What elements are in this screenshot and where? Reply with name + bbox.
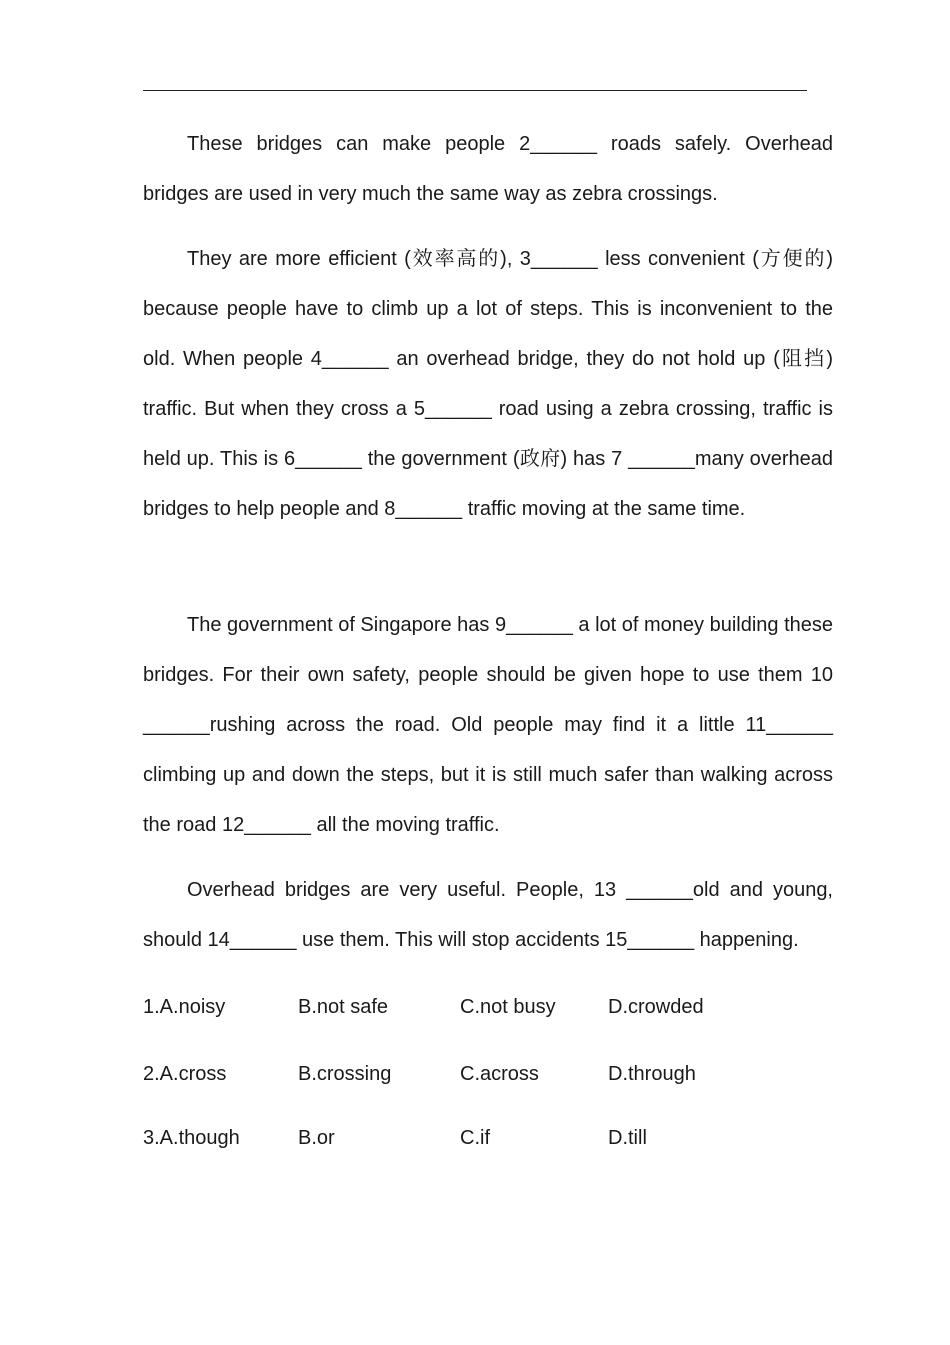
option-d: D.crowded	[608, 996, 704, 1018]
passage-paragraph-3: The government of Singapore has 9______ a lot of money building these bridges. For their own safety, people should be given hope to use them 10 ______rushing across the road. Old people may find it a little 11______ climbing up and down the steps, but it is still much safer than walking across the road 12______ all the moving traffic.	[143, 614, 833, 836]
passage-paragraph-1: These bridges can make people 2______ roads safely. Overhead bridges are used in very much the same way as zebra crossings.	[143, 133, 833, 205]
passage-paragraph-2: They are more efficient (效率高的), 3______ less convenient (方便的) because people have to climb up a lot of steps. This is inconvenient to the old. When people 4______ an overhead bridge, they do not hold up (阻挡) traffic. But when they cross a 5______ road using a zebra crossing, traffic is held up. This is 6______ the government (政府) has 7 ______many overhead bridges to help people and 8______ traffic moving at the same time.	[143, 248, 833, 520]
question-row-1	[143, 992, 833, 1022]
question-row-2	[143, 1059, 833, 1089]
option-c: C.if	[460, 1127, 490, 1149]
option-a: 3.A.though	[143, 1127, 240, 1149]
option-d: D.through	[608, 1063, 696, 1085]
question-row-3	[143, 1123, 833, 1153]
option-a: 2.A.cross	[143, 1063, 227, 1085]
option-c: C.across	[460, 1063, 539, 1085]
passage-paragraph-4: Overhead bridges are very useful. People, 13 ______old and young, should 14______ use them. This will stop accidents 15______ happening.	[143, 879, 833, 951]
header-rule	[143, 90, 807, 91]
option-b: B.crossing	[298, 1063, 392, 1085]
option-b: B.or	[298, 1127, 335, 1149]
option-c: C.not busy	[460, 996, 556, 1018]
option-a: 1.A.noisy	[143, 996, 226, 1018]
option-b: B.not safe	[298, 996, 389, 1018]
option-d: D.till	[608, 1127, 647, 1149]
